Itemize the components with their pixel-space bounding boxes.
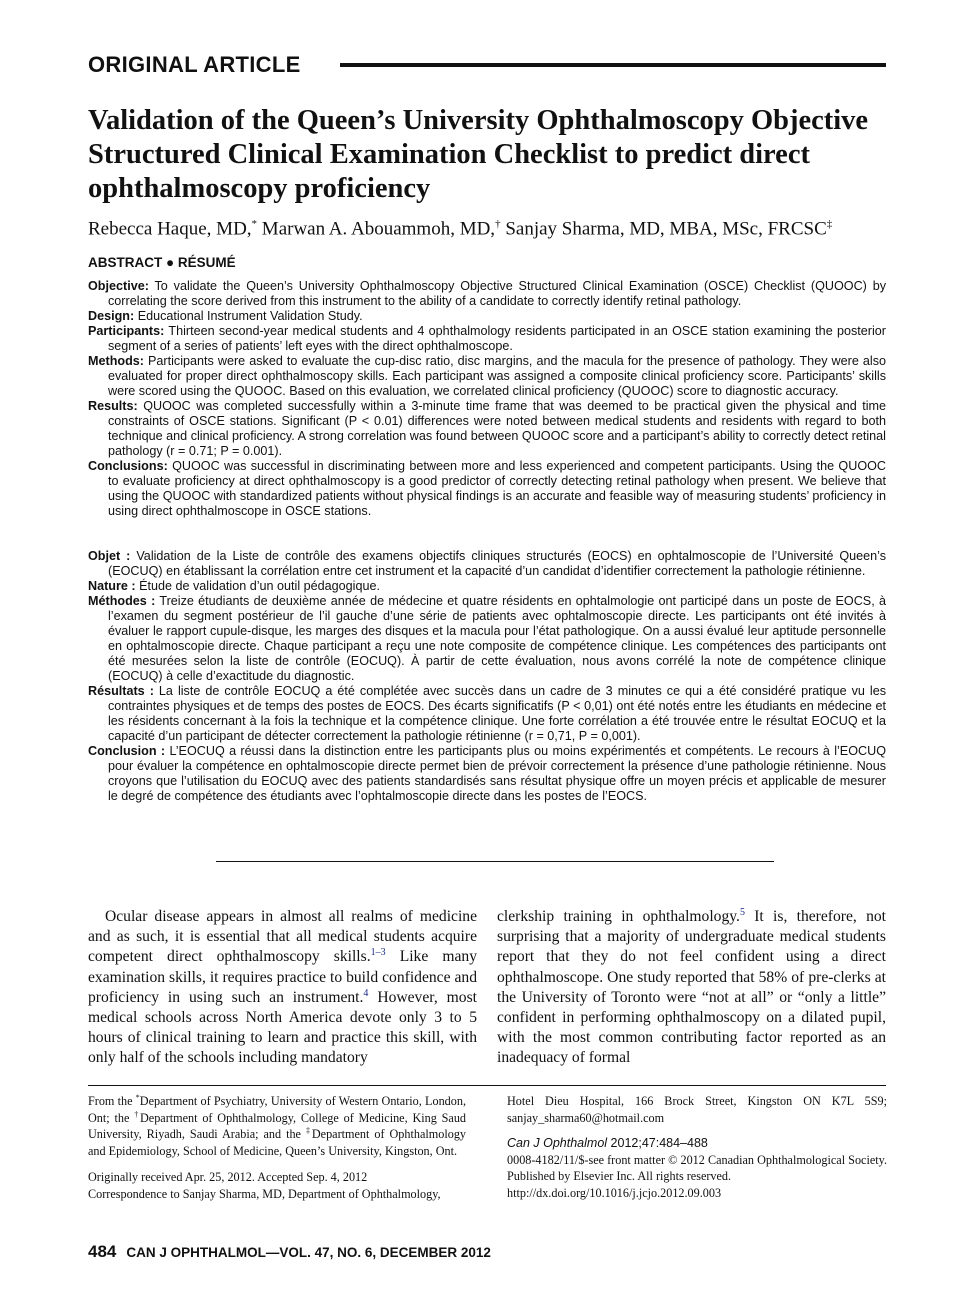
resume-label: Nature : (88, 579, 136, 593)
abstract-heading: ABSTRACT ● RÉSUMÉ (88, 255, 236, 270)
resume-label: Résultats : (88, 684, 154, 698)
abstract-item (88, 459, 886, 519)
resume-label: Conclusion : (88, 744, 166, 758)
body-text: It is, therefore, not surprising that a majority of undergraduate medical students report that they do not feel confident using a direct ophthalmoscope. One study reported that 58% of pre-clerks at the University of Toronto were “not at all” or “only a little” confident in performing ophthalmoscopy on a dilated pupil, with the most common contributing factor reported as an inadequacy of formal (497, 908, 887, 1067)
footnote-rule (88, 1085, 886, 1086)
abstract-text: QUOOC was successful in discriminating between more and less experienced and competent participants. Using the QUOOC to evaluate proficiency at direct ophthalmoscopy is a good predictor of correctly detecting retinal pathology when present. We believe that using the QUOOC with standardized patients without physical findings is an accurate and feasible way of measuring students’ proficiency in using direct ophthalmoscope in OSCE stations. (108, 459, 887, 518)
author-name: Rebecca Haque, MD, (88, 218, 252, 240)
affiliation-mark: * (135, 1092, 140, 1102)
correspondence-address: Hotel Dieu Hospital, 166 Brock Street, Kingston ON K7L 5S9; sanjay_sharma60@hotmail.com (507, 1094, 887, 1125)
doi-link[interactable]: http://dx.doi.org/10.1016/j.jcjo.2012.09.003 (507, 1185, 722, 1200)
abstract-text: QUOOC was completed successfully within a 3-minute time frame that was deemed to be practical given the physical and time constraints of OSCE stations. Significant (P < 0.01) differences were noted between medical students and residents with regard to both technique and clinical proficiency. A strong correlation was found between QUOOC score and a participant’s ability to correctly detect retinal pathology (r = 0.71; P = 0.001). (108, 399, 886, 458)
affiliation-text: Department of Ophthalmology and Epidemiology, School of Medicine, Queen’s University, Kingston, Ont. (88, 1127, 467, 1158)
abstract-text: Thirteen second-year medical students and 4 ophthalmology residents participated in an OSCE station examining the posterior segment of a series of patients’ left eyes with the direct ophthalmoscope. (108, 324, 886, 353)
resume-item (88, 594, 886, 684)
resume-label: Méthodes : (88, 594, 156, 608)
affiliation-mark: † (134, 1109, 140, 1119)
abstract-text: To validate the Queen’s University Ophthalmoscopy Objective Structured Clinical Examination (OSCE) Checklist (QUOOC) by correlating the score derived from this instrument to the ability of a candidate to correctly identify retinal pathology. (108, 279, 886, 308)
body-column-left (88, 907, 477, 1069)
article-header (88, 52, 888, 80)
resume-item (88, 549, 886, 579)
affiliation-text: Department of Ophthalmology, College of Medicine, King Saud University, Riyadh, Saudi Arabia; and the (88, 1110, 467, 1141)
resume-item (88, 684, 886, 744)
journal-volume: 2012;47:484–488 (607, 1136, 708, 1150)
citation-link[interactable]: 1–3 (370, 947, 386, 959)
resume-item (88, 744, 886, 804)
resume-text: La liste de contrôle EOCUQ a été complétée avec succès dans un cadre de 3 minutes ce qui a été considéré pratique vu les contraintes physiques et de temps des postes de EOCS. Des écarts significatifs (P < 0,01) ont été notés entre les étudiants en médecine et les résidents concernant à la fois la technique et la compétence clinique. Une forte corrélation a été trouvée entre le résultat EOCUQ et la capacité d’un participant de détecter correctement la pathologie rétinienne (r = 0,71, P = 0,001). (108, 684, 887, 743)
affiliation-text: Department of Psychiatry, University of Western Ontario, London, Ont; the (88, 1094, 466, 1125)
header-rule (340, 63, 886, 67)
affiliation-footnote (88, 1093, 466, 1202)
abstract-label: Conclusions: (88, 459, 168, 473)
body-column-right (497, 907, 886, 1069)
author-affiliation-mark: ‡ (826, 218, 833, 230)
author-affiliation-mark: * (251, 218, 258, 230)
running-footer: CAN J OPHTHALMOL—VOL. 47, NO. 6, DECEMBER 2012 (126, 1245, 491, 1260)
correspondence: Correspondence to Sanjay Sharma, MD, Department of Ophthalmology, (88, 1186, 441, 1201)
author-affiliation-mark: † (495, 218, 501, 230)
abstract-label: Methods: (88, 354, 144, 368)
abstract-text: Participants were asked to evaluate the cup-disc ratio, disc margins, and the macula for the presence of pathology. They were also evaluated for proper direct ophthalmoscopy skills. Each participant was assigned a composite clinical proficiency score. Participants’ skills were scored using the QUOOC. Based on this evaluation, we correlated clinical proficiency (QUOOC) score to diagnostic accuracy. (108, 354, 886, 398)
abstract-text: Educational Instrument Validation Study. (137, 309, 363, 323)
journal-citation (507, 1135, 887, 1152)
citation-link[interactable]: 4 (363, 987, 369, 999)
abstract-french (88, 549, 886, 804)
abstract-divider (216, 861, 774, 862)
abstract-item (88, 279, 886, 309)
resume-text: L’EOCUQ a réussi dans la distinction entre les participants plus ou moins expérimentés et compétents. Le recours à l’EOCUQ pour évaluer la compétence en ophtalmoscopie directe permet bien de prévoir correctement la présence d’une pathologie rétinienne. Nous croyons que l’utilisation du EOCUQ avec des patients standardisés sans résultat physique offre un moyen précis et applicable de mesurer le degré de compétence des étudiants avec l’ophtalmoscopie directe dans les postes de l’EOCS. (108, 744, 886, 803)
abstract-item (88, 354, 886, 399)
copyright: 0008-4182/11/$-see front matter © 2012 Canadian Ophthalmological Society. Published by Elsevier Inc. All rights reserved. (507, 1152, 887, 1183)
resume-text: Étude de validation d’un outil pédagogique. (139, 579, 380, 593)
abstract-label: Participants: (88, 324, 165, 338)
abstract-label: Objective: (88, 279, 149, 293)
body-text: However, most medical schools across North America devote only 3 to 5 hours of clinical training to learn and practice this skill, with only half of the schools including mandatory (88, 988, 477, 1067)
author-name: Sanjay Sharma, MD, MBA, MSc, FRCSC (505, 218, 827, 240)
author-name: Marwan A. Abouammoh, MD, (261, 218, 496, 240)
affiliation-mark: ‡ (305, 1125, 312, 1135)
abstract-item (88, 324, 886, 354)
page-number: 484 (88, 1242, 117, 1261)
journal-name: Can J Ophthalmol (507, 1136, 608, 1150)
resume-item (88, 579, 886, 594)
body-text: Like many examination skills, it requires practice to build confidence and proficiency in using such an instrument. (88, 948, 477, 1006)
abstract-label: Results: (88, 399, 138, 413)
article-title: Validation of the Queen’s University Ophthalmoscopy Objective Structured Clinical Examination Checklist to predict direct ophthalmoscopy proficiency (88, 105, 869, 204)
citation-footnote (507, 1093, 887, 1201)
body-text: clerkship training in ophthalmology. (497, 908, 740, 925)
body-text: Ocular disease appears in almost all realms of medicine and as such, it is essential that all medical students acquire competent direct ophthalmoscopy skills. (88, 908, 477, 966)
resume-label: Objet : (88, 549, 131, 563)
abstract-label: Design: (88, 309, 135, 323)
page-footer (88, 1242, 491, 1262)
abstract-item (88, 399, 886, 459)
abstract-english (88, 279, 886, 519)
section-label: ORIGINAL ARTICLE (88, 52, 301, 77)
affiliations (88, 1093, 466, 1159)
received-dates: Originally received Apr. 25, 2012. Accepted Sep. 4, 2012 (88, 1170, 368, 1184)
author-list (88, 212, 898, 241)
abstract-item (88, 309, 886, 324)
resume-text: Validation de la Liste de contrôle des examens objectifs cliniques structurés (EOCS) en ophtalmoscopie de l’Université Queen’s (EOCUQ) en établissant la corrélation entre cet instrument et la capacité d’un candidat d’identifier correctement la pathologie rétinienne. (108, 549, 886, 578)
affiliation-text: From the (88, 1094, 136, 1108)
resume-text: Treize étudiants de deuxième année de médecine et quatre résidents en ophtalmologie ont participé dans un poste de EOCS, à l’examen du segment postérieur de l’il gauche d’une série de patients avec ophtalmoscopie directe. Les participants ont été invités à évaluer le rapport cupule-disque, les marges des disques et la macula pour l’état pathologique. On a aussi évalué leur aptitude personnelle en ophtalmoscopie directe. Chaque participant a reçu une note composite de compétence clinique. Les compétences des participants ont été mesurées selon la liste de contrôle (EOCUQ). À partir de cette évaluation, nous avons corrélé la note de compétence clinique (EOCUQ) à celle d’exactitude du diagnostic. (108, 594, 886, 683)
citation-link[interactable]: 5 (739, 906, 745, 918)
